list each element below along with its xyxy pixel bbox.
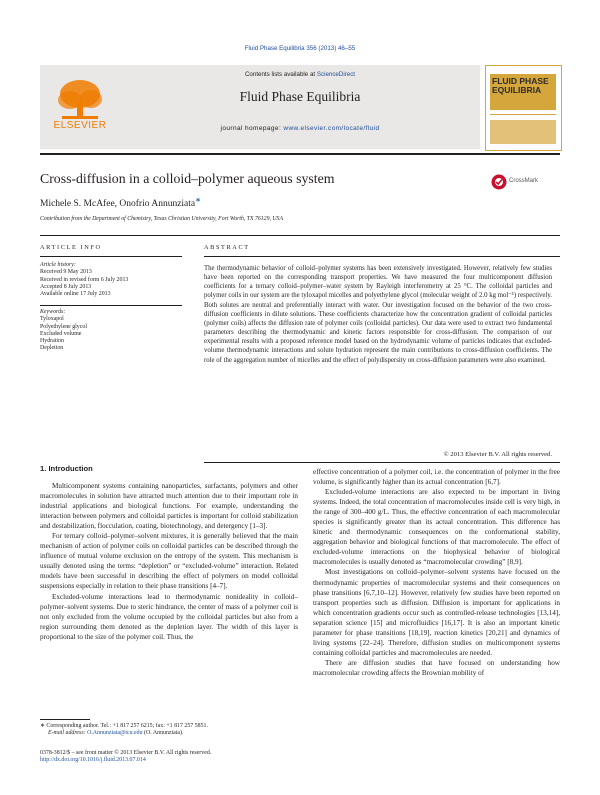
publication-info-footnote: [40, 750, 295, 765]
body-paragraph: There are diffusion studies that have focused on understanding how macromolecular crowding affects the Brownian mobility of: [313, 658, 560, 677]
body-paragraph: Excluded-volume interactions are also expected to be important in living systems. Indeed, the total concentration of macromolecules inside cell is very high, in the range of 300–400 g/L. Thus, the effective concentration of each macromolecular species is significantly greater than its actual concentration. This difference has kinetic and thermodynamic consequences on the conformational stability, aggregation behavior and biological functions of that macromolecule. The effect of excluded-volume interactions on the biophysical behavior of biological macromolecules is usually denoted as “macromolecular crowding” [8,9].: [313, 488, 560, 567]
keywords-heading: Keywords:: [40, 309, 66, 315]
contents-prefix: Contents lists available at: [244, 71, 317, 78]
section-heading-introduction: 1. Introduction: [40, 464, 93, 473]
title-block-rule: [40, 235, 560, 236]
sciencedirect-link[interactable]: ScienceDirect: [316, 71, 356, 78]
body-paragraph: effective concentration of a polymer coil, i.e. the concentration of polymer in the free volume, is significantly higher than its actual concentration [6,7].: [313, 468, 560, 487]
body-paragraph: Excluded-volume interactions lead to thermodynamic nonideality in colloid–polymer–solvent systems. Due to steric hindrance, the center of mass of a polymer coil is not only excluded from the volume occupied by the colloidal particles but also from a region surrounding them denoted as the depletion layer. The width of this layer is proportional to the size of the polymer coil. Thus, the: [40, 592, 298, 641]
email-suffix: (O. Annunziata).: [144, 730, 184, 737]
keyword-item: Polyethylene glycol: [40, 323, 87, 330]
affiliation: Contribution from the Department of Chemistry, Texas Christian University, Fort Worth, TX 76129, USA: [40, 216, 283, 222]
footnote-separator: [40, 719, 90, 720]
article-title: Cross-diffusion in a colloid–polymer aqueous system: [40, 171, 335, 186]
article-info-label: ARTICLE INFO: [40, 244, 102, 251]
corresponding-author-mark[interactable]: ∗: [195, 196, 201, 204]
abstract-text: The thermodynamic behavior of colloid–polymer systems has been extensively investigated. However, relatively few studies have been reported on the corresponding transport properties. We have measured the four multicomponent diffusion coefficients for a ternary colloid–polymer–water system by Rayleigh interferometry at 25 °C. The colloidal particles and polymer coils in our system are the tyloxapol micelles and polyethylene glycol (molecular weight of 2.0 kg mol⁻¹) respectively. Both solutes are neutral and preferentially interact with water. Our investigation focused on the behavior of the two cross-diffusion coefficients in dilute solutions. These coefficients characterize how the concentration gradient of colloidal particles (polymer coils) affects the diffusion rate of polymer coils (colloidal particles). Our data were used to extract two fundamental parameters describing the thermodynamic and kinetic factors responsible for cross-diffusion. The comparison of our experimental results with a proposed reference model based on the hydrodynamic volume of particles indicates that excluded-volume thermodynamic interactions and solute hydration represent the main contributions to cross-diffusion coefficients. The role of the aggregation number of micelles and the effect of polydispersity on cross-diffusion parameters were also examined.: [204, 265, 552, 364]
cover-title-line-1: FLUID PHASE: [492, 76, 549, 86]
history-item: Received 9 May 2013: [40, 269, 92, 276]
cover-title-line-2: EQUILIBRIA: [492, 85, 542, 95]
body-column-left: [40, 481, 298, 642]
corresponding-author-footnote: [40, 723, 295, 738]
homepage-link[interactable]: www.elsevier.com/locate/fluid: [283, 125, 380, 132]
publisher-name: ELSEVIER: [53, 120, 107, 131]
corresponding-author-line: ∗ Corresponding author. Tel.: +1 817 257 6215; fax: +1 817 257 5851.: [40, 723, 208, 729]
doi-link[interactable]: http://dx.doi.org/10.1016/j.fluid.2013.07.014: [40, 757, 146, 764]
journal-cover-thumbnail: [485, 65, 562, 151]
homepage-prefix: journal homepage:: [220, 125, 284, 132]
abstract-rule: [204, 256, 560, 257]
journal-title: Fluid Phase Equilibria: [239, 89, 361, 104]
copyright-notice: © 2013 Elsevier B.V. All rights reserved.: [443, 451, 552, 458]
email-line: [40, 730, 295, 737]
journal-reference[interactable]: Fluid Phase Equilibria 356 (2013) 46–55: [244, 45, 356, 52]
body-paragraph: Multicomponent systems containing nanoparticles, surfactants, polymers and other macromolecules in solution have attracted much attention due to their important role in industrial applications and biological functions. For example, understanding the interaction between polymers and colloidal particles is important for colloid stabilization and destabilization, flocculation, coating, biotechnology, and detergency [1–3].: [40, 482, 298, 531]
body-paragraph: Most investigations on colloid–polymer–solvent systems have focused on the thermodynamic properties of macromolecular systems and their consequences on phase transitions [6,7,10–12]. However, relatively few studies have been reported on transport properties such as diffusion. Diffusion is important for applications in which concentration gradients occur such as controlled-release technologies [13,14], separation science [15] and microfluidics [16,17]. It is also an important kinetic parameter for phase transitions [18,19], reaction kinetics [20,21] and dynamics of living systems [22–24]. Therefore, diffusion studies on multicomponent systems containing colloidal particles and macromolecules are needed.: [313, 568, 560, 657]
crossmark-badge[interactable]: [491, 173, 551, 193]
history-item: Available online 17 July 2013: [40, 291, 111, 298]
history-keywords-rule: [40, 305, 182, 306]
author-list: [40, 196, 201, 209]
header-rule: [40, 153, 560, 155]
body-paragraph: For ternary colloid–polymer–solvent mixtures, it is generally believed that the main mechanism of action of polymer coils on colloidal particles can be described through the influence of mutual volume exclusion on the entropy of the system. This mechanism is usually denoted using the terms: “depletion” or “excluded-volume” interaction. Related models have been successful in describing the effect of polymers on model colloidal suspensions especially in relation to their phase transitions [4–7].: [40, 532, 298, 591]
keyword-item: Hydration: [40, 338, 64, 345]
email-label: E-mail address:: [48, 730, 86, 737]
body-column-right: [313, 467, 560, 678]
history-item: Received in revised form 6 July 2013: [40, 276, 129, 283]
email-link[interactable]: O.Annunziata@tcu.edu: [87, 730, 143, 737]
journal-homepage-line: [120, 125, 480, 132]
article-info-rule: [40, 256, 182, 257]
article-history: [40, 262, 180, 298]
keywords-list: [40, 309, 180, 353]
crossmark-label: CrossMark: [509, 178, 539, 184]
issn-line: 0378-3812/$ – see front matter © 2013 Elsevier B.V. All rights reserved.: [40, 750, 212, 756]
history-item: Accepted 8 July 2013: [40, 283, 92, 290]
keyword-item: Tyloxapol: [40, 316, 64, 323]
abstract-label: ABSTRACT: [204, 244, 250, 251]
abstract-bottom-rule: [204, 462, 560, 463]
keyword-item: Depletion: [40, 345, 64, 352]
keyword-item: Excluded volume: [40, 330, 82, 337]
crossmark-icon: [491, 174, 507, 190]
history-heading: Article history:: [40, 262, 76, 268]
contents-available-line: [120, 71, 480, 78]
authors-names: Michele S. McAfee, Onofrio Annunziata: [40, 199, 196, 210]
